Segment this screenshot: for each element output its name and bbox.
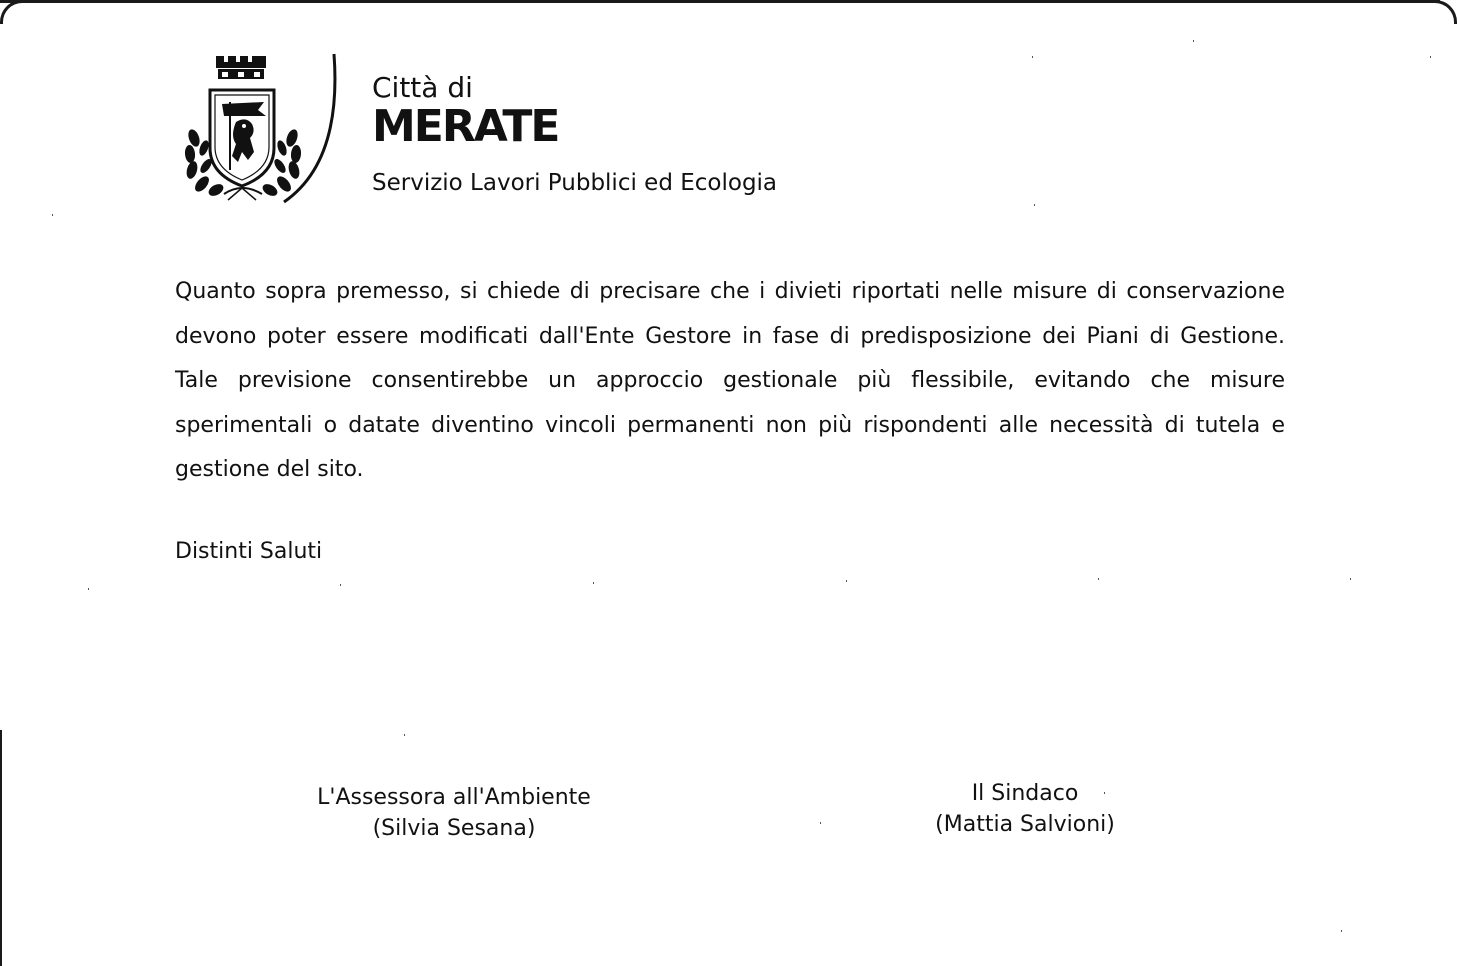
scan-speck xyxy=(88,588,89,590)
signature-left-name: (Silvia Sesana) xyxy=(372,816,536,841)
scan-speck xyxy=(1104,792,1105,794)
scan-speck xyxy=(1430,56,1431,58)
scan-speck xyxy=(340,584,341,586)
scan-edge-left xyxy=(0,730,2,966)
body-paragraph: Quanto sopra premesso, si chiede di precisare che i divieti riportati nelle misure di conservazione devono poter essere modificati dall'Ente Gestore in fase di predisposizione dei Piani di Gestione. Tale previsione consentirebbe un approccio gestionale più flessibile, evitando che misure sperimentali o datate diventino vincoli permanenti non più rispondenti alle necessità di tutela e gestione del sito. xyxy=(175,279,1285,482)
scan-speck xyxy=(820,822,821,824)
signature-right xyxy=(900,778,1150,840)
scan-speck xyxy=(846,580,847,582)
scan-speck xyxy=(1032,56,1033,58)
scan-speck xyxy=(1341,930,1342,932)
closing-salutation: Distinti Saluti xyxy=(175,539,323,564)
letterhead xyxy=(180,52,880,212)
scan-speck xyxy=(1034,204,1035,206)
scan-speck xyxy=(1193,40,1194,42)
city-name: MERATE xyxy=(372,101,559,152)
city-prefix: Città di xyxy=(372,71,473,104)
scan-speck xyxy=(404,734,405,736)
signature-right-name: (Mattia Salvioni) xyxy=(935,812,1115,837)
city-crest-icon xyxy=(180,52,340,204)
scan-corner-right xyxy=(1433,0,1457,24)
scan-speck xyxy=(52,214,53,216)
signature-left-role: L'Assessora all'Ambiente xyxy=(317,785,591,810)
scan-speck xyxy=(1350,578,1351,580)
service-name: Servizio Lavori Pubblici ed Ecologia xyxy=(372,170,778,196)
scan-corner-left xyxy=(0,0,24,24)
city-title xyxy=(372,72,558,150)
signature-right-role: Il Sindaco xyxy=(971,781,1079,806)
scan-speck xyxy=(1098,578,1099,580)
signature-left xyxy=(300,782,608,844)
scan-edge-top xyxy=(0,0,1440,3)
scan-speck xyxy=(593,582,594,584)
